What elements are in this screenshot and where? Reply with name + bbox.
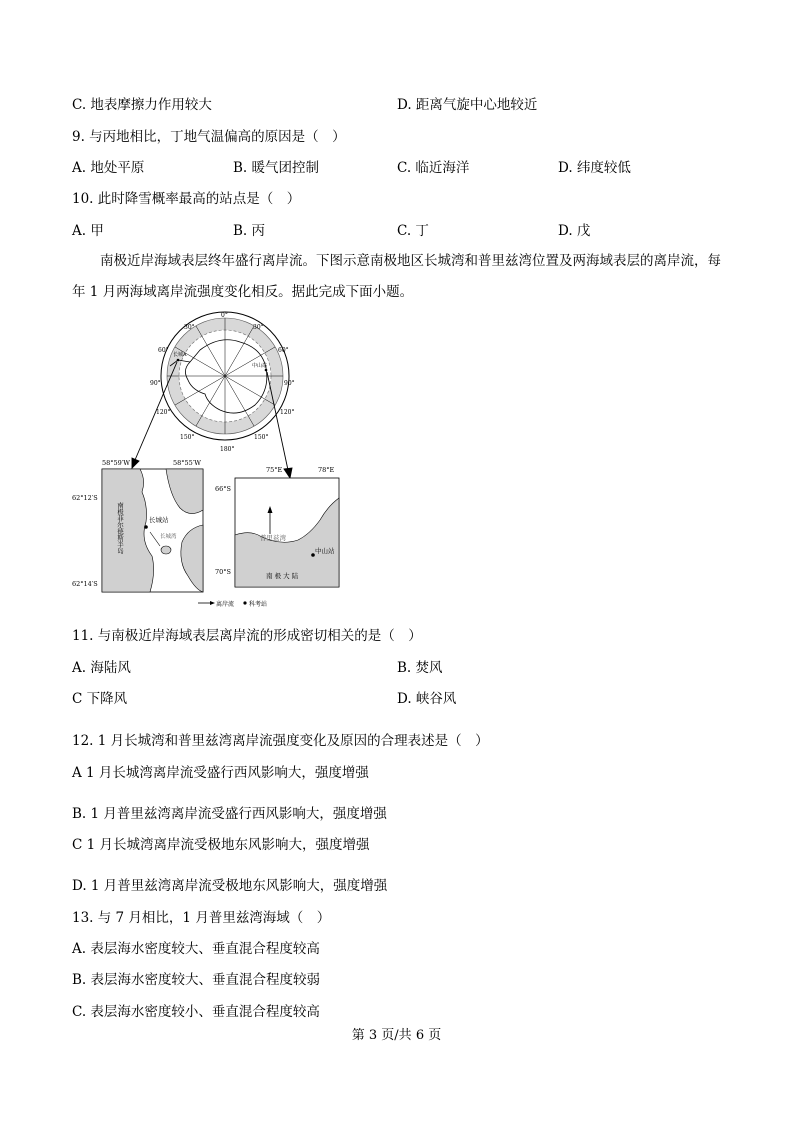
q9-option-c: C. 临近海洋 bbox=[397, 160, 470, 176]
right-lon-right: 78°E bbox=[318, 466, 335, 474]
option-c: C. 地表摩擦力作用较大 bbox=[72, 97, 212, 113]
left-inset-map bbox=[72, 459, 203, 592]
left-lat-top: 62°12′S bbox=[72, 494, 98, 502]
deg-60w: 60° bbox=[158, 347, 169, 354]
option-d: D. 距离气旋中心地较近 bbox=[397, 97, 538, 113]
deg-0: 0° bbox=[221, 312, 228, 319]
left-lon-left: 58°59′W bbox=[102, 459, 130, 467]
q11-option-c: C 下降风 bbox=[72, 691, 128, 707]
deg-90w: 90° bbox=[150, 380, 161, 387]
reading-passage: 南极近岸海域表层终年盛行离岸流。下图示意南极地区长城湾和普里兹湾位置及两海域表层的离岸流，每年 1 月两海域离岸流强度变化相反。据此完成下面小题。 bbox=[72, 253, 721, 300]
left-bay-label: 长城湾 bbox=[160, 534, 177, 540]
q11-option-a: A. 海陆风 bbox=[72, 660, 131, 676]
deg-60e: 60° bbox=[278, 347, 289, 354]
polar-place-left: 长城A bbox=[173, 352, 187, 358]
q9-option-a: A. 地处平原 bbox=[72, 160, 145, 176]
q10-option-b: B. 丙 bbox=[233, 223, 266, 239]
right-station-label: 中山站 bbox=[315, 547, 335, 555]
polar-place-right: 中山站 bbox=[252, 363, 268, 369]
question-11-stem: 11. 与南极近岸海域表层离岸流的形成密切相关的是（ ） bbox=[72, 628, 422, 644]
right-lat-bottom: 70°S bbox=[215, 568, 231, 576]
figure-legend bbox=[198, 600, 267, 608]
deg-120e: 120° bbox=[280, 409, 295, 416]
q13-option-c: C. 表层海水密度较小、垂直混合程度较高 bbox=[72, 1004, 320, 1020]
right-lat-top: 66°S bbox=[215, 485, 231, 493]
q9-option-d: D. 纬度较低 bbox=[558, 160, 631, 176]
q10-option-c: C. 丁 bbox=[397, 223, 429, 239]
polar-map bbox=[150, 312, 295, 453]
question-13-stem: 13. 与 7 月相比，1 月普里兹湾海域（ ） bbox=[72, 910, 331, 926]
deg-90e: 90° bbox=[284, 380, 295, 387]
right-bay-label: 普里兹湾 bbox=[260, 534, 286, 542]
legend-current-label: 离岸流 bbox=[216, 601, 235, 608]
left-lon-right: 58°55′W bbox=[173, 459, 201, 467]
right-inset-map bbox=[215, 466, 339, 587]
q11-option-b: B. 焚风 bbox=[397, 660, 443, 676]
q10-option-d: D. 戊 bbox=[558, 223, 591, 239]
deg-180: 180° bbox=[220, 446, 235, 453]
q12-option-a: A 1 月长城湾离岸流受盛行西风影响大，强度增强 bbox=[72, 765, 369, 781]
q12-option-b: B. 1 月普里兹湾离岸流受盛行西风影响大，强度增强 bbox=[72, 806, 387, 822]
page-footer: 第 3 页/共 6 页 bbox=[351, 1028, 442, 1043]
left-station-label: 长城站 bbox=[149, 516, 169, 524]
right-continent-label: 南 极 大 陆 bbox=[266, 572, 299, 580]
deg-150w: 150° bbox=[180, 434, 195, 441]
q11-option-d: D. 峡谷风 bbox=[397, 691, 457, 707]
deg-150e: 150° bbox=[254, 434, 269, 441]
q9-option-b: B. 暖气团控制 bbox=[233, 160, 320, 176]
antarctic-figure bbox=[70, 310, 370, 610]
legend-station-label: 科考站 bbox=[249, 601, 268, 608]
question-12-stem: 12. 1 月长城湾和普里兹湾离岸流强度变化及原因的合理表述是（ ） bbox=[72, 733, 489, 749]
q13-option-b: B. 表层海水密度较大、垂直混合程度较弱 bbox=[72, 972, 321, 988]
q12-option-c: C 1 月长城湾离岸流受极地东风影响大，强度增强 bbox=[72, 837, 370, 853]
q10-option-a: A. 甲 bbox=[72, 223, 104, 239]
deg-120w: 120° bbox=[156, 409, 171, 416]
right-lon-left: 75°E bbox=[266, 466, 283, 474]
q13-option-a: A. 表层海水密度较大、垂直混合程度较高 bbox=[72, 941, 320, 957]
question-9-stem: 9. 与丙地相比，丁地气温偏高的原因是（ ） bbox=[72, 129, 346, 145]
deg-30e: 30° bbox=[253, 324, 264, 331]
q12-option-d: D. 1 月普里兹湾离岸流受极地东风影响大，强度增强 bbox=[72, 878, 388, 894]
question-10-stem: 10. 此时降雪概率最高的站点是（ ） bbox=[72, 191, 301, 207]
deg-30w: 30° bbox=[184, 324, 195, 331]
left-lat-bottom: 62°14′S bbox=[72, 580, 98, 588]
left-peninsula-label: 南极菲尔德斯半岛 bbox=[116, 502, 124, 554]
